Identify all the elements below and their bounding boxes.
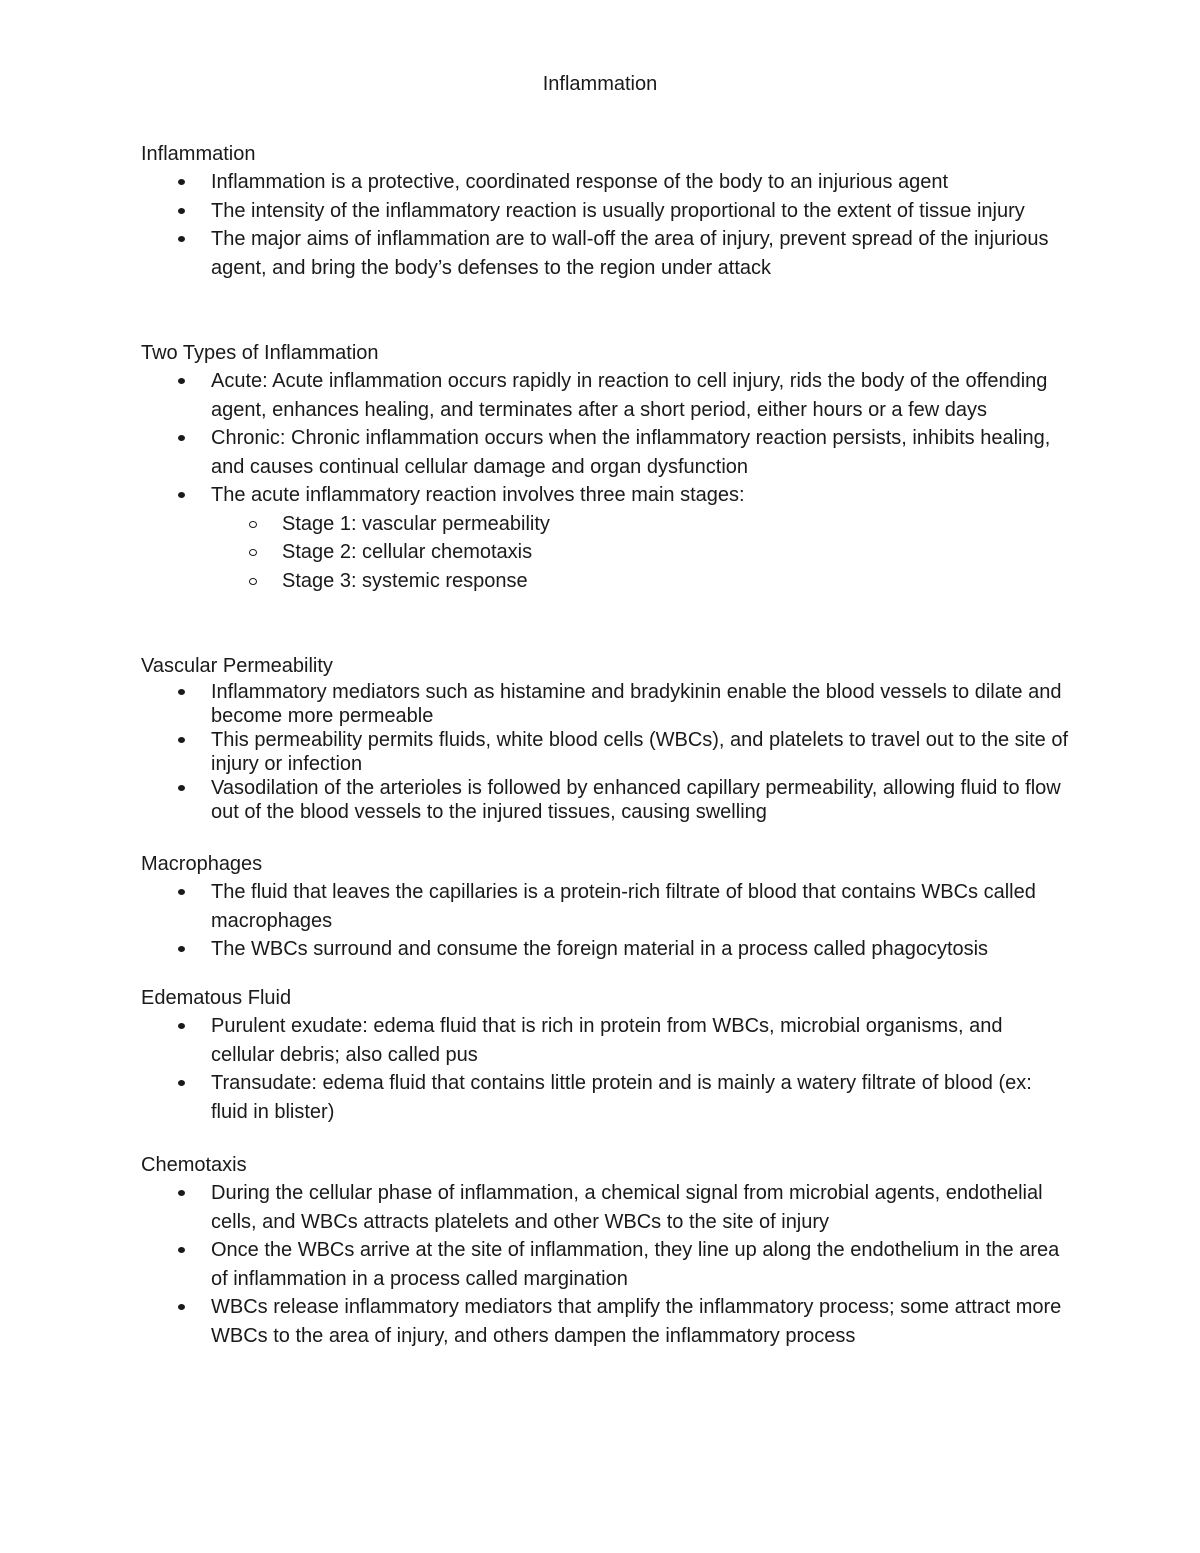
section-heading: Macrophages	[141, 853, 263, 875]
list-item: Vasodilation of the arterioles is followed by enhanced capillary permeability, allowing fluid to flow out of the blood vessels to the injured tissues, causing swelling	[141, 776, 1071, 824]
bullet-icon	[178, 1023, 185, 1029]
hollow-bullet-icon	[249, 549, 257, 556]
section-inflammation	[141, 140, 1071, 282]
bullet-icon	[178, 785, 185, 791]
bullet-icon	[178, 435, 185, 441]
list-item: The acute inflammatory reaction involves three main stages: Stage 1: vascular permeability Stage 2: cellular chemotaxis Stage 3: systemic response	[141, 481, 1071, 595]
section-heading: Inflammation	[141, 143, 256, 165]
bullet-icon	[178, 378, 185, 384]
list-item: Inflammatory mediators such as histamine and bradykinin enable the blood vessels to dilate and become more permeable	[141, 680, 1071, 728]
sub-list-item: Stage 1: vascular permeability	[211, 510, 1071, 539]
list-item: The intensity of the inflammatory reaction is usually proportional to the extent of tissue injury	[141, 197, 1071, 226]
section-edematous-fluid	[141, 984, 1071, 1126]
section-heading: Chemotaxis	[141, 1154, 247, 1176]
list-item: Once the WBCs arrive at the site of inflammation, they line up along the endothelium in the area of inflammation in a process called margination	[141, 1236, 1071, 1293]
bullet-list	[141, 367, 1071, 595]
sub-list-item: Stage 2: cellular chemotaxis	[211, 538, 1071, 567]
section-heading: Vascular Permeability	[141, 655, 333, 677]
bullet-list	[141, 1012, 1071, 1126]
section-vascular-permeability	[141, 652, 1071, 824]
bullet-list	[141, 168, 1071, 282]
bullet-icon	[178, 1190, 185, 1196]
bullet-icon	[178, 492, 185, 498]
bullet-list	[141, 680, 1071, 824]
list-item: Chronic: Chronic inflammation occurs when the inflammatory reaction persists, inhibits healing, and causes continual cellular damage and organ dysfunction	[141, 424, 1071, 481]
bullet-icon	[178, 946, 185, 952]
bullet-icon	[178, 889, 185, 895]
section-two-types	[141, 339, 1071, 595]
list-item: Transudate: edema fluid that contains little protein and is mainly a watery filtrate of blood (ex: fluid in blister)	[141, 1069, 1071, 1126]
sub-list-item: Stage 3: systemic response	[211, 567, 1071, 596]
bullet-icon	[178, 236, 185, 242]
bullet-icon	[178, 1304, 185, 1310]
list-item: This permeability permits fluids, white blood cells (WBCs), and platelets to travel out to the site of injury or infection	[141, 728, 1071, 776]
bullet-icon	[178, 179, 185, 185]
bullet-icon	[178, 1247, 185, 1253]
bullet-icon	[178, 689, 185, 695]
document-title: Inflammation	[542, 73, 658, 95]
list-item: The major aims of inflammation are to wall-off the area of injury, prevent spread of the injurious agent, and bring the body’s defenses to the region under attack	[141, 225, 1071, 282]
list-item: Acute: Acute inflammation occurs rapidly in reaction to cell injury, rids the body of the offending agent, enhances healing, and terminates after a short period, either hours or a few days	[141, 367, 1071, 424]
hollow-bullet-icon	[249, 578, 257, 585]
list-item: Purulent exudate: edema fluid that is rich in protein from WBCs, microbial organisms, and cellular debris; also called pus	[141, 1012, 1071, 1069]
bullet-icon	[178, 208, 185, 214]
list-item: The WBCs surround and consume the foreign material in a process called phagocytosis	[141, 935, 1071, 964]
section-heading: Edematous Fluid	[141, 987, 292, 1009]
section-heading: Two Types of Inflammation	[141, 342, 379, 364]
bullet-list	[141, 1179, 1071, 1350]
list-item: During the cellular phase of inflammation, a chemical signal from microbial agents, endothelial cells, and WBCs attracts platelets and other WBCs to the site of injury	[141, 1179, 1071, 1236]
list-item: WBCs release inflammatory mediators that amplify the inflammatory process; some attract more WBCs to the area of injury, and others dampen the inflammatory process	[141, 1293, 1071, 1350]
hollow-bullet-icon	[249, 521, 257, 528]
section-macrophages	[141, 850, 1071, 964]
bullet-list	[141, 878, 1071, 964]
list-item: Inflammation is a protective, coordinated response of the body to an injurious agent	[141, 168, 1071, 197]
bullet-icon	[178, 1080, 185, 1086]
list-item: The fluid that leaves the capillaries is a protein-rich filtrate of blood that contains WBCs called macrophages	[141, 878, 1071, 935]
section-chemotaxis	[141, 1151, 1071, 1350]
bullet-icon	[178, 737, 185, 743]
sub-bullet-list	[211, 510, 1071, 596]
